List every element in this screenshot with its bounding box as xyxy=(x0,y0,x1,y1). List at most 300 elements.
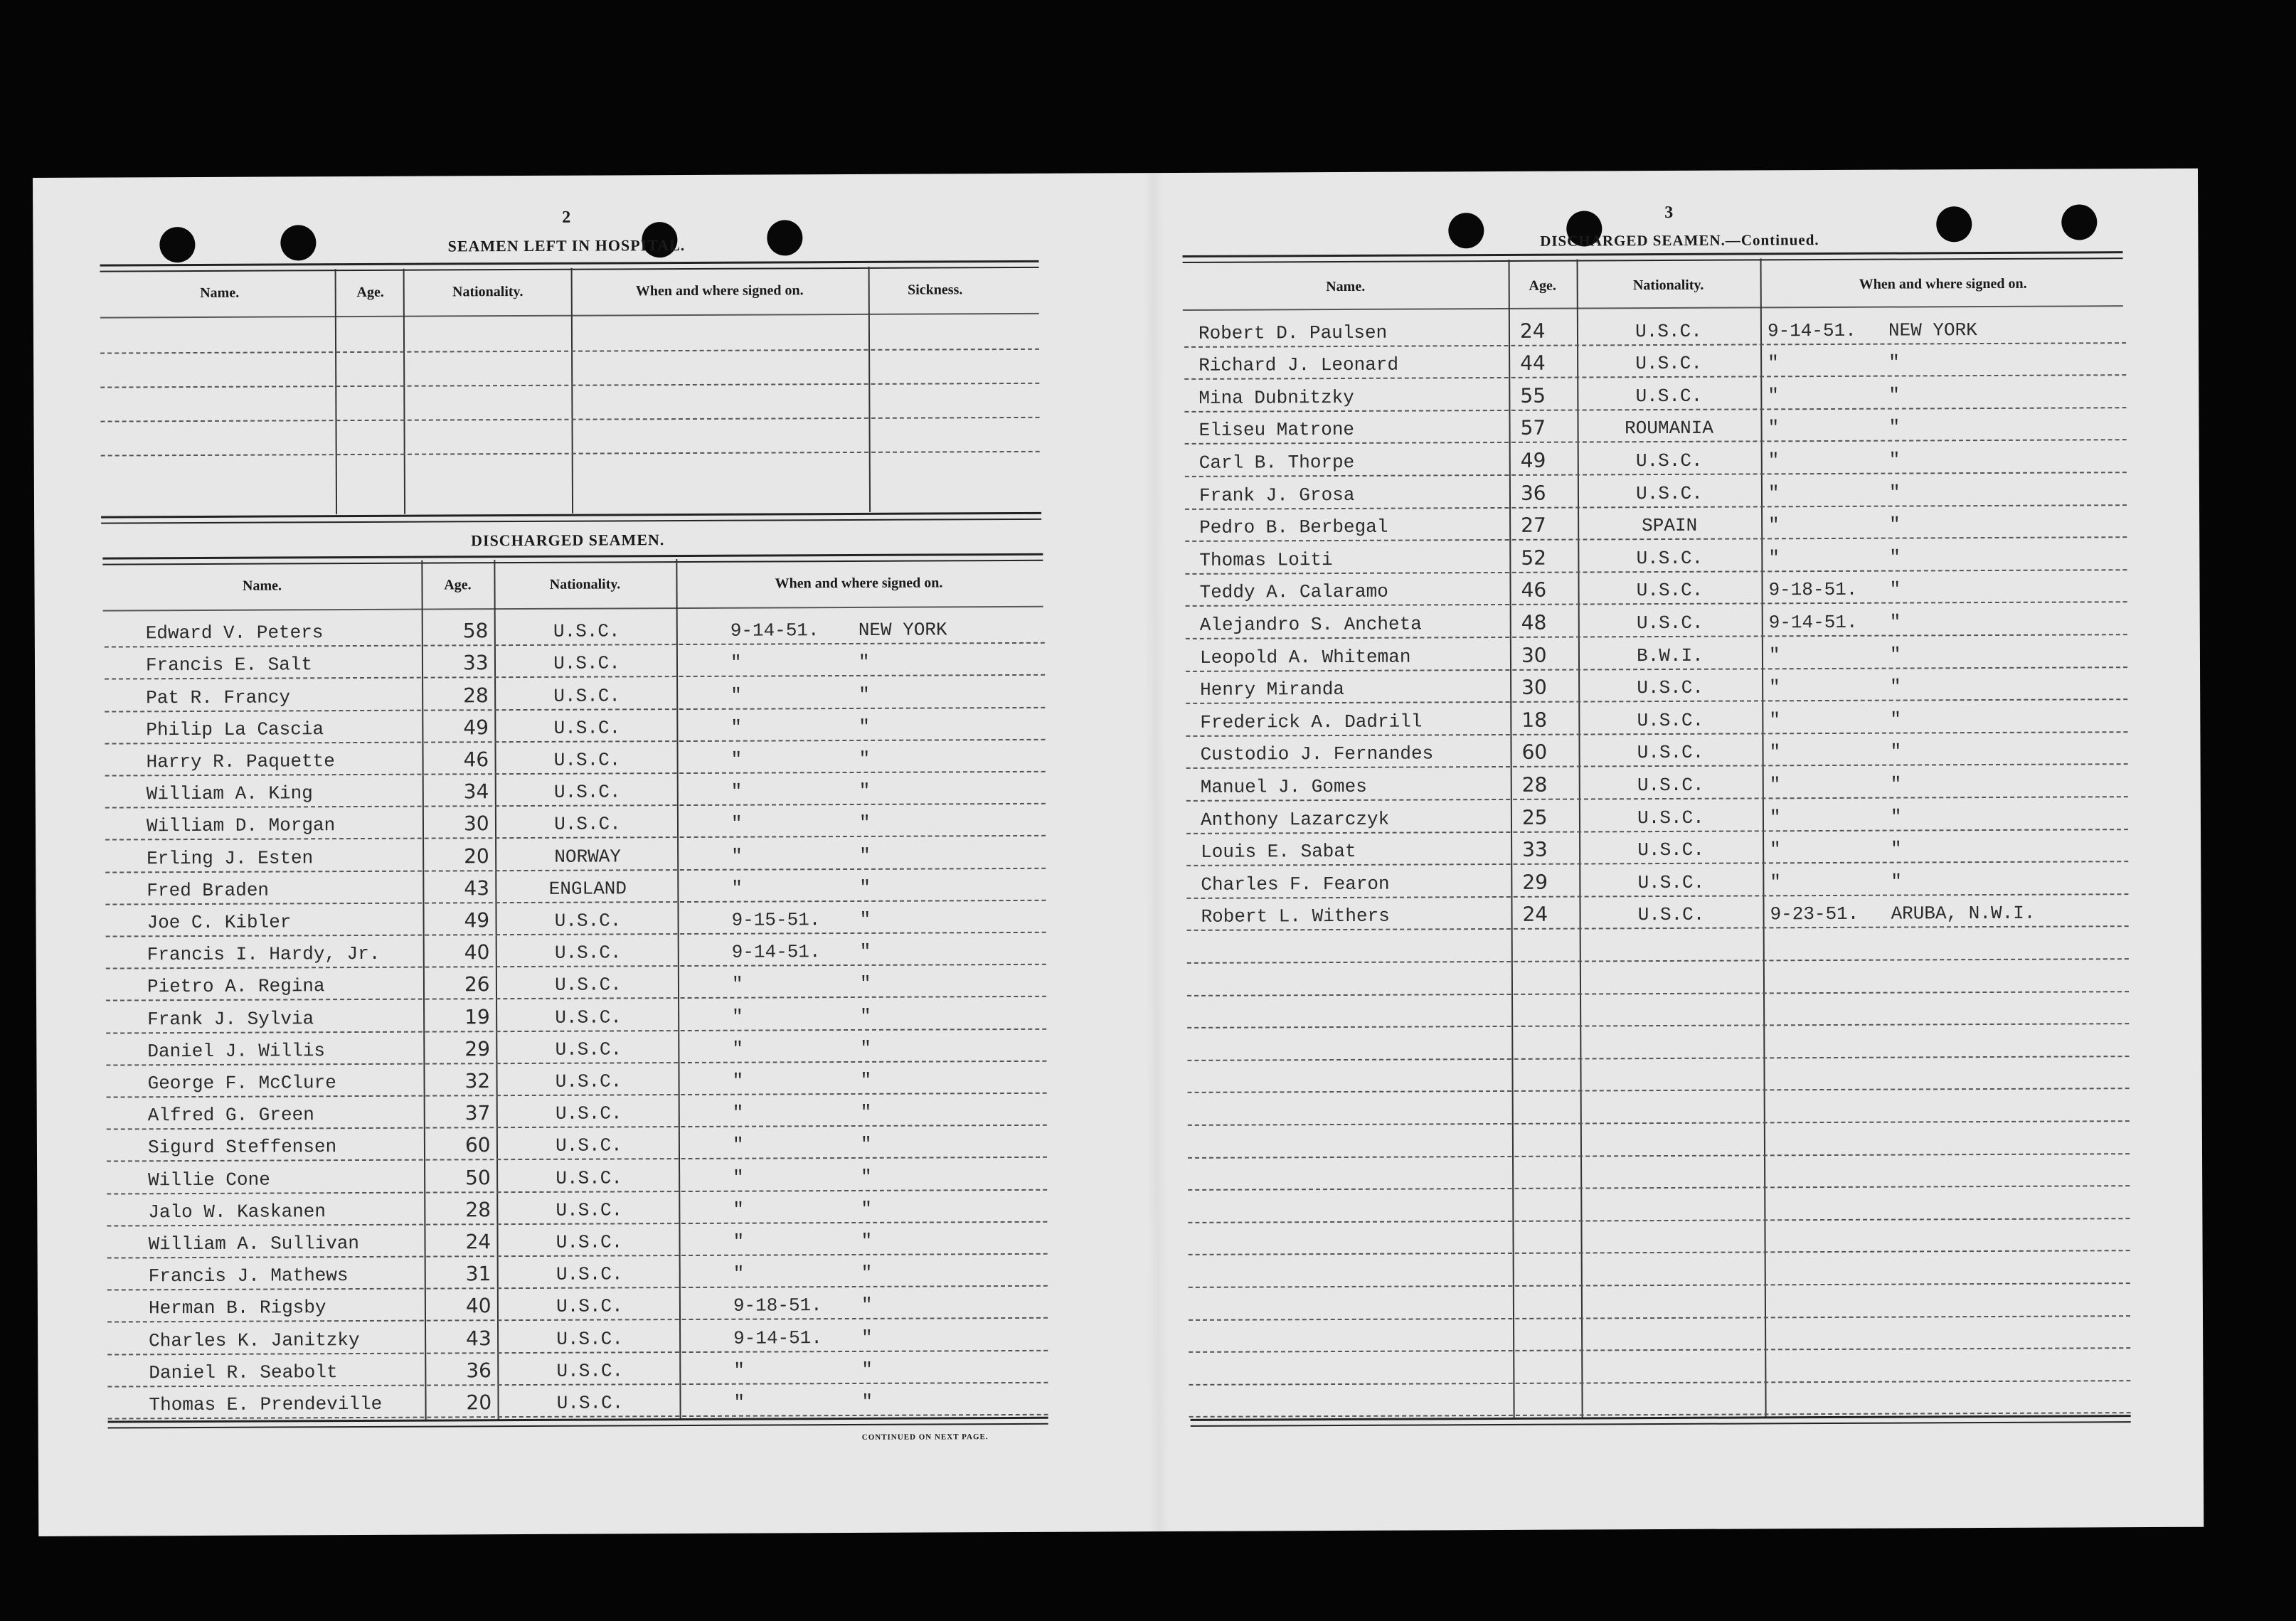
seaman-name: Anthony Lazarczyk xyxy=(1200,808,1390,831)
signed-on-place: " xyxy=(860,1102,872,1124)
seaman-name: Thomas E. Prendeville xyxy=(149,1393,383,1416)
signed-on-place: " xyxy=(860,1037,872,1059)
signed-on-date: " xyxy=(1768,352,1779,374)
empty-table-row xyxy=(1187,991,2129,1029)
table-row xyxy=(106,1028,1046,1065)
signed-on-place: " xyxy=(861,1391,873,1413)
seaman-age: 44 xyxy=(1520,351,1546,376)
seaman-age: 57 xyxy=(1520,416,1546,440)
signed-on-date: " xyxy=(1768,547,1780,569)
seaman-name: Carl B. Thorpe xyxy=(1199,451,1355,474)
signed-on-place: " xyxy=(1889,644,1901,666)
signed-on-place: " xyxy=(860,1134,872,1156)
seaman-nationality: U.S.C. xyxy=(1637,709,1704,731)
seaman-age: 60 xyxy=(464,1133,491,1157)
seaman-name: Richard J. Leonard xyxy=(1199,354,1399,377)
table-row xyxy=(105,900,1046,937)
table-row xyxy=(1184,309,2126,347)
signed-on-place: " xyxy=(860,1005,871,1027)
seaman-age: 36 xyxy=(466,1358,492,1383)
seaman-nationality: U.S.C. xyxy=(556,1392,624,1414)
seaman-age: 40 xyxy=(464,940,490,964)
seaman-name: Frank J. Sylvia xyxy=(147,1007,314,1030)
empty-table-row xyxy=(1189,1315,2130,1353)
empty-table-row xyxy=(1188,1153,2130,1191)
discharged-col-signed-on: When and where signed on. xyxy=(775,575,943,592)
signed-on-place: " xyxy=(859,973,871,995)
signed-on-place: " xyxy=(1888,482,1901,504)
signed-on-date: 9-23-51. xyxy=(1770,903,1859,925)
seaman-age: 24 xyxy=(1519,319,1546,343)
seaman-name: Teddy A. Calaramo xyxy=(1199,581,1388,604)
seaman-nationality: ENGLAND xyxy=(548,878,627,900)
seaman-age: 58 xyxy=(462,619,489,643)
seaman-age: 20 xyxy=(466,1391,492,1415)
seaman-nationality: U.S.C. xyxy=(1637,839,1705,861)
table-row xyxy=(1186,666,2127,704)
seaman-age: 25 xyxy=(1521,805,1548,829)
table-row xyxy=(105,674,1045,712)
seaman-name: Francis J. Mathews xyxy=(148,1265,349,1287)
seaman-age: 24 xyxy=(1522,903,1548,927)
seaman-age: 33 xyxy=(1522,837,1548,862)
seaman-age: 49 xyxy=(464,908,490,932)
table-row xyxy=(1185,440,2127,477)
table-row xyxy=(105,835,1046,873)
signed-on-place: " xyxy=(859,748,871,770)
signed-on-date: " xyxy=(731,845,743,867)
seaman-name: Charles F. Fearon xyxy=(1201,873,1390,895)
seaman-nationality: SPAIN xyxy=(1642,514,1698,537)
seaman-name: Pat R. Francy xyxy=(146,686,291,708)
seaman-name: Frederick A. Dadrill xyxy=(1200,711,1423,733)
seaman-nationality: U.S.C. xyxy=(1636,482,1703,504)
seaman-nationality: U.S.C. xyxy=(556,1199,623,1221)
seaman-name: Edward V. Peters xyxy=(145,622,324,644)
table-row xyxy=(107,1317,1048,1355)
seaman-nationality: U.S.C. xyxy=(553,781,621,803)
signed-on-place: " xyxy=(1888,351,1900,373)
seaman-age: 48 xyxy=(1521,610,1547,634)
seaman-nationality: U.S.C. xyxy=(555,974,622,996)
discharged-col-name: Name. xyxy=(242,578,282,594)
seaman-name: Philip La Cascia xyxy=(146,718,324,741)
seaman-nationality: U.S.C. xyxy=(553,717,621,739)
signed-on-date: 9-14-51. xyxy=(1768,611,1858,634)
table-row xyxy=(106,932,1046,969)
seaman-name: Pietro A. Regina xyxy=(147,975,325,998)
signed-on-place: " xyxy=(859,876,871,898)
continued-col-age: Age. xyxy=(1529,277,1556,294)
seaman-nationality: B.W.I. xyxy=(1637,644,1704,666)
signed-on-date: " xyxy=(730,748,743,770)
seaman-age: 20 xyxy=(464,844,489,868)
signed-on-date: " xyxy=(733,1199,745,1221)
signed-on-date: 9-14-51. xyxy=(730,620,819,642)
signed-on-date: " xyxy=(1768,644,1780,666)
signed-on-place: " xyxy=(861,1359,873,1381)
signed-on-place: " xyxy=(861,1263,873,1285)
table-row xyxy=(1186,634,2127,671)
seaman-name: Robert D. Paulsen xyxy=(1198,321,1388,344)
table-row xyxy=(1186,893,2128,931)
signed-on-date: 9-14-51. xyxy=(1767,319,1856,341)
signed-on-date: " xyxy=(1768,514,1780,536)
signed-on-date: " xyxy=(1770,839,1781,861)
seaman-nationality: U.S.C. xyxy=(555,1006,622,1029)
signed-on-place: " xyxy=(1889,514,1901,536)
signed-on-place: " xyxy=(861,1230,873,1252)
table-row xyxy=(105,739,1045,777)
seaman-nationality: U.S.C. xyxy=(1637,904,1705,926)
seaman-nationality: U.S.C. xyxy=(1635,385,1703,407)
table-row xyxy=(1185,504,2127,542)
seaman-age: 60 xyxy=(1521,740,1548,765)
hospital-empty-row xyxy=(100,316,1039,354)
empty-table-row xyxy=(1188,1120,2130,1158)
table-row xyxy=(1185,536,2127,574)
signed-on-place: " xyxy=(859,908,871,930)
seaman-age: 19 xyxy=(464,1004,490,1029)
seaman-nationality: U.S.C. xyxy=(554,813,621,836)
signed-on-date: " xyxy=(730,652,742,674)
table-row xyxy=(107,1093,1047,1130)
seaman-nationality: U.S.C. xyxy=(1637,774,1704,797)
table-row xyxy=(106,964,1046,1001)
seaman-age: 28 xyxy=(465,1197,491,1222)
signed-on-place: " xyxy=(861,1295,873,1317)
table-row xyxy=(107,1125,1047,1162)
signed-on-date: " xyxy=(732,1102,744,1124)
seaman-age: 49 xyxy=(463,715,489,740)
page-number: 2 xyxy=(562,208,571,227)
seaman-age: 24 xyxy=(465,1230,491,1254)
seaman-nationality: U.S.C. xyxy=(554,910,622,932)
signed-on-date: " xyxy=(1768,385,1780,407)
signed-on-date: 9-15-51. xyxy=(731,909,821,931)
empty-table-row xyxy=(1189,1380,2130,1418)
seaman-nationality: U.S.C. xyxy=(1637,742,1704,764)
seaman-name: Leopold A. Whiteman xyxy=(1199,646,1411,669)
signed-on-place: " xyxy=(861,1166,872,1188)
seaman-nationality: U.S.C. xyxy=(556,1327,624,1350)
seaman-nationality: U.S.C. xyxy=(555,1070,622,1093)
empty-table-row xyxy=(1187,1023,2129,1061)
seaman-name: William A. Sullivan xyxy=(148,1232,360,1255)
signed-on-place: " xyxy=(1890,740,1902,763)
signed-on-place: NEW YORK xyxy=(1888,319,1977,341)
signed-on-place: " xyxy=(859,844,871,866)
seaman-nationality: U.S.C. xyxy=(556,1134,622,1157)
table-row xyxy=(1184,407,2126,445)
signed-on-date: " xyxy=(731,974,743,996)
seaman-age: 29 xyxy=(1522,870,1548,894)
document-sheet xyxy=(33,169,2204,1536)
empty-table-row xyxy=(1188,1218,2130,1255)
empty-table-row xyxy=(1187,926,2129,964)
page-number: 3 xyxy=(1664,203,1674,222)
seaman-nationality: U.S.C. xyxy=(1637,871,1705,893)
signed-on-place: " xyxy=(859,812,871,834)
signed-on-date: " xyxy=(732,1134,744,1157)
seaman-age: 33 xyxy=(462,651,489,675)
seaman-age: 36 xyxy=(1520,481,1546,505)
signed-on-date: " xyxy=(732,1070,744,1092)
seaman-nationality: U.S.C. xyxy=(553,652,620,675)
signed-on-place: " xyxy=(859,716,871,738)
seaman-name: Francis I. Hardy, Jr. xyxy=(147,943,381,966)
signed-on-place: " xyxy=(1891,838,1902,860)
signed-on-place: " xyxy=(861,1327,873,1349)
signed-on-date: 9-14-51. xyxy=(733,1327,823,1349)
seaman-nationality: U.S.C. xyxy=(556,1166,623,1189)
seaman-nationality: U.S.C. xyxy=(553,620,620,642)
seaman-name: George F. McClure xyxy=(147,1072,336,1095)
signed-on-place: " xyxy=(1891,871,1903,893)
signed-on-place: NEW YORK xyxy=(858,619,947,642)
seaman-name: Manuel J. Gomes xyxy=(1200,775,1367,798)
table-row xyxy=(105,706,1045,744)
signed-on-place: " xyxy=(860,1069,872,1091)
empty-table-row xyxy=(1188,1185,2130,1223)
table-row xyxy=(107,1221,1047,1259)
table-row xyxy=(105,867,1046,905)
hospital-col-age: Age. xyxy=(356,284,384,301)
seaman-nationality: U.S.C. xyxy=(556,1231,623,1253)
table-row xyxy=(106,1061,1046,1098)
seaman-nationality: U.S.C. xyxy=(1637,807,1704,829)
seaman-name: Jalo W. Kaskanen xyxy=(148,1200,326,1223)
signed-on-place: " xyxy=(861,1198,873,1220)
seaman-age: 30 xyxy=(1521,675,1547,700)
continued-top-rule xyxy=(1182,251,2122,263)
table-row xyxy=(107,1157,1047,1194)
signed-on-place: ARUBA, N.W.I. xyxy=(1891,903,2036,925)
seaman-nationality: U.S.C. xyxy=(556,1360,624,1382)
signed-on-date: " xyxy=(1769,806,1781,828)
seaman-name: Henry Miranda xyxy=(1200,679,1345,701)
seaman-nationality: U.S.C. xyxy=(554,942,622,964)
seaman-nationality: U.S.C. xyxy=(553,749,621,771)
seaman-name: Alejandro S. Ancheta xyxy=(1199,613,1422,636)
hospital-empty-row xyxy=(101,418,1040,457)
table-row xyxy=(107,1382,1048,1420)
signed-on-place: " xyxy=(1888,449,1901,471)
hospital-bottom-rule xyxy=(101,512,1041,524)
seaman-nationality: U.S.C. xyxy=(1636,580,1704,602)
table-row xyxy=(1186,764,2128,802)
seaman-nationality: U.S.C. xyxy=(1636,547,1704,569)
seaman-name: Herman B. Rigsby xyxy=(148,1297,326,1319)
seaman-nationality: NORWAY xyxy=(554,845,622,868)
discharged-col-age: Age. xyxy=(444,577,472,593)
empty-table-row xyxy=(1189,1347,2130,1385)
discharged-section-title: DISCHARGED SEAMEN. xyxy=(471,531,665,550)
seaman-age: 18 xyxy=(1521,708,1548,732)
seaman-name: Charles K. Janitzky xyxy=(149,1329,360,1351)
signed-on-date: " xyxy=(1768,417,1780,439)
signed-on-date: " xyxy=(733,1231,745,1253)
table-row xyxy=(1186,602,2127,639)
seaman-age: 27 xyxy=(1521,513,1546,538)
hospital-col-signed-on: When and where signed on. xyxy=(635,282,804,299)
signed-on-date: " xyxy=(733,1263,745,1285)
continued-col-signed-on: When and where signed on. xyxy=(1859,275,2027,292)
seaman-name: Alfred G. Green xyxy=(147,1104,314,1127)
signed-on-place: " xyxy=(859,684,870,706)
seaman-age: 30 xyxy=(463,812,489,836)
seaman-name: Thomas Loiti xyxy=(1199,548,1333,571)
table-row xyxy=(107,1253,1048,1291)
discharged-continued-title: DISCHARGED SEAMEN.—Continued. xyxy=(1540,231,1819,250)
seaman-age: 46 xyxy=(1521,578,1547,602)
signed-on-place: " xyxy=(1890,676,1901,698)
signed-on-date: " xyxy=(1769,741,1781,763)
seaman-name: Sigurd Steffensen xyxy=(147,1136,337,1159)
seaman-age: 34 xyxy=(463,780,489,804)
signed-on-date: " xyxy=(732,1006,743,1028)
seaman-name: Mina Dubnitzky xyxy=(1199,386,1354,409)
seaman-name: Joe C. Kibler xyxy=(147,911,292,934)
seaman-age: 28 xyxy=(1521,772,1548,797)
signed-on-date: " xyxy=(733,1166,744,1189)
signed-on-date: " xyxy=(1768,450,1780,472)
signed-on-date: " xyxy=(733,1391,745,1413)
signed-on-date: 9-18-51. xyxy=(733,1295,822,1317)
seaman-age: 31 xyxy=(465,1262,491,1286)
seaman-name: Pedro B. Berbegal xyxy=(1199,516,1388,539)
seaman-age: 32 xyxy=(464,1069,491,1093)
seaman-age: 30 xyxy=(1521,643,1547,667)
seaman-age: 29 xyxy=(464,1036,491,1061)
seaman-name: Erling J. Esten xyxy=(147,846,314,869)
signed-on-date: " xyxy=(732,1038,744,1060)
seaman-nationality: U.S.C. xyxy=(555,1102,622,1125)
discharged-top-rule xyxy=(102,553,1043,565)
seaman-name: Fred Braden xyxy=(147,879,270,902)
seaman-age: 50 xyxy=(465,1165,491,1189)
signed-on-place: " xyxy=(1890,708,1902,730)
seaman-age: 26 xyxy=(464,972,490,996)
signed-on-place: " xyxy=(1888,416,1901,439)
signed-on-date: " xyxy=(731,877,743,899)
signed-on-date: " xyxy=(730,780,743,802)
continued-col-name: Name. xyxy=(1326,278,1366,295)
table-row xyxy=(1186,731,2127,769)
table-row xyxy=(107,1189,1047,1226)
table-row xyxy=(107,1285,1048,1323)
table-row xyxy=(1186,829,2128,866)
table-row xyxy=(1186,796,2128,834)
signed-on-place: " xyxy=(858,652,870,674)
seaman-name: Custodio J. Fernandes xyxy=(1200,743,1434,766)
signed-on-place: " xyxy=(859,780,871,802)
discharged-col-nationality: Nationality. xyxy=(549,576,621,592)
right-page xyxy=(1142,169,2204,1531)
seaman-name: Francis E. Salt xyxy=(145,654,313,676)
seaman-name: William A. King xyxy=(146,782,313,805)
signed-on-date: " xyxy=(1769,676,1780,698)
seaman-name: Daniel R. Seabolt xyxy=(149,1361,338,1384)
table-row xyxy=(1186,698,2127,736)
table-row xyxy=(1184,374,2126,412)
table-row xyxy=(105,803,1046,841)
table-row xyxy=(105,771,1046,809)
table-row xyxy=(107,1349,1048,1387)
seaman-age: 46 xyxy=(463,748,489,772)
hospital-empty-row xyxy=(100,350,1039,388)
seaman-nationality: U.S.C. xyxy=(1637,676,1704,699)
signed-on-date: 9-14-51. xyxy=(731,941,821,963)
hospital-col-sickness: Sickness. xyxy=(908,282,963,298)
signed-on-date: " xyxy=(1768,482,1780,504)
seaman-nationality: U.S.C. xyxy=(1635,450,1703,472)
seaman-name: Daniel J. Willis xyxy=(147,1039,326,1063)
seaman-name: Willie Cone xyxy=(148,1169,270,1191)
signed-on-date: " xyxy=(1769,774,1781,796)
continued-col-nationality: Nationality. xyxy=(1632,277,1704,294)
left-page xyxy=(33,173,1148,1536)
signed-on-place: " xyxy=(859,941,871,963)
seaman-name: Harry R. Paquette xyxy=(146,750,335,773)
table-row xyxy=(1186,861,2128,898)
signed-on-date: " xyxy=(730,716,743,738)
seaman-nationality: U.S.C. xyxy=(556,1295,623,1318)
hospital-col-nationality: Nationality. xyxy=(452,283,523,300)
seaman-nationality: U.S.C. xyxy=(1636,612,1704,634)
seaman-age: 28 xyxy=(463,683,489,707)
seaman-nationality: U.S.C. xyxy=(556,1263,623,1285)
seaman-nationality: U.S.C. xyxy=(1635,320,1702,342)
seaman-name: Frank J. Grosa xyxy=(1199,484,1355,506)
hospital-section-title: SEAMEN LEFT IN HOSPITAL. xyxy=(447,235,686,255)
hospital-empty-row xyxy=(101,452,1040,489)
seaman-age: 43 xyxy=(464,876,490,900)
signed-on-place: " xyxy=(1890,806,1902,828)
empty-table-row xyxy=(1189,1282,2130,1320)
empty-table-row xyxy=(1187,958,2129,996)
seaman-name: William D. Morgan xyxy=(146,814,336,837)
table-row xyxy=(106,996,1046,1033)
signed-on-date: " xyxy=(730,813,743,835)
seaman-age: 55 xyxy=(1520,383,1546,408)
table-row xyxy=(105,610,1045,648)
empty-table-row xyxy=(1188,1088,2130,1126)
signed-on-place: " xyxy=(1889,578,1901,601)
seaman-name: Eliseu Matrone xyxy=(1199,419,1355,442)
seaman-name: Robert L. Withers xyxy=(1201,905,1390,928)
signed-on-place: " xyxy=(1889,611,1901,633)
signed-on-place: " xyxy=(1890,773,1902,795)
signed-on-place: " xyxy=(1888,384,1901,406)
table-row xyxy=(105,642,1045,680)
seaman-nationality: U.S.C. xyxy=(553,684,621,707)
seaman-age: 52 xyxy=(1521,546,1547,570)
seaman-age: 49 xyxy=(1520,448,1546,472)
empty-table-row xyxy=(1187,1056,2129,1093)
table-row xyxy=(1184,342,2126,380)
signed-on-date: " xyxy=(730,684,742,706)
signed-on-place: " xyxy=(1889,546,1901,568)
hospital-top-rule xyxy=(100,260,1039,272)
seaman-age: 43 xyxy=(466,1326,491,1350)
continued-note: CONTINUED ON NEXT PAGE. xyxy=(861,1433,989,1442)
seaman-age: 37 xyxy=(464,1101,491,1125)
seaman-nationality: U.S.C. xyxy=(1635,352,1703,375)
signed-on-date: 9-18-51. xyxy=(1768,579,1858,601)
empty-table-row xyxy=(1189,1250,2130,1288)
seaman-nationality: ROUMANIA xyxy=(1625,418,1714,440)
